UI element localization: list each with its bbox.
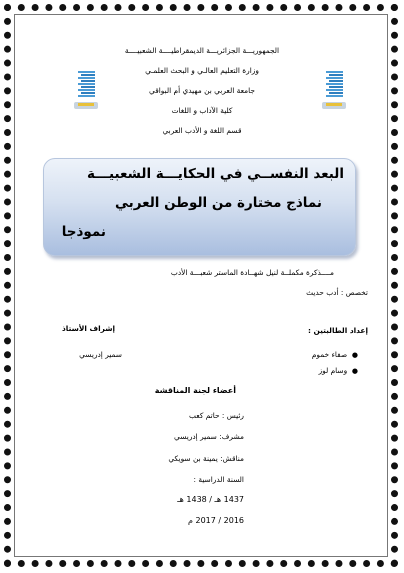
header-republic: الجمهوريـــة الجزائريـــة الديمقراطيــــة الشعبيــــة bbox=[124, 46, 280, 55]
bullet-icon: ● bbox=[351, 367, 358, 375]
bullet-icon: ● bbox=[351, 351, 358, 359]
student-name-2: ● وسام لوز bbox=[318, 366, 358, 375]
header-faculty: كلية الآداب و اللغات bbox=[171, 106, 233, 115]
supervisor-label: إشراف الأستاذ bbox=[62, 324, 115, 333]
university-logo-left-icon bbox=[72, 66, 100, 112]
academic-year-gregorian: 2016 / 2017 م bbox=[188, 516, 244, 525]
memo-description: مــــذكرة مكملــة لنيل شهــادة الماستر شعبـــة الأدب bbox=[170, 268, 334, 277]
university-logo-right-icon bbox=[320, 66, 348, 112]
committee-member: مشرف: سمير إدريسي bbox=[174, 432, 244, 441]
committee-member: رئيس : حاتم كعب bbox=[189, 411, 244, 420]
committee-title: أعضاء لجنة المناقشة bbox=[154, 386, 236, 395]
header-department: قسم اللغة و الأدب العربي bbox=[162, 126, 242, 135]
specialty: تخصص : أدب حديث bbox=[306, 288, 368, 297]
student-name-1: ● صفاء خموم bbox=[311, 350, 358, 359]
thesis-title-line3: نموذجا bbox=[61, 224, 106, 240]
thesis-title-line1: البعد النفســي في الحكايـــة الشعبيـــة bbox=[86, 166, 344, 182]
committee-member: مناقش: يمينة بن سويكي bbox=[168, 454, 244, 463]
students-label: إعداد الطالبتين : bbox=[307, 326, 368, 335]
header-university: جامعة العربي بن مهيدي أم البواقي bbox=[149, 86, 255, 95]
supervisor-name: سمير إدريسي bbox=[79, 350, 122, 359]
header-ministry: وزارة التعليم العالـي و البحث العلمـي bbox=[145, 66, 259, 75]
academic-year-hijri: 1437 هـ / 1438 هـ bbox=[177, 495, 244, 504]
thesis-title-line2: نماذج مختارة من الوطن العربي bbox=[114, 195, 322, 211]
academic-year-label: السنة الدراسية : bbox=[193, 475, 244, 484]
